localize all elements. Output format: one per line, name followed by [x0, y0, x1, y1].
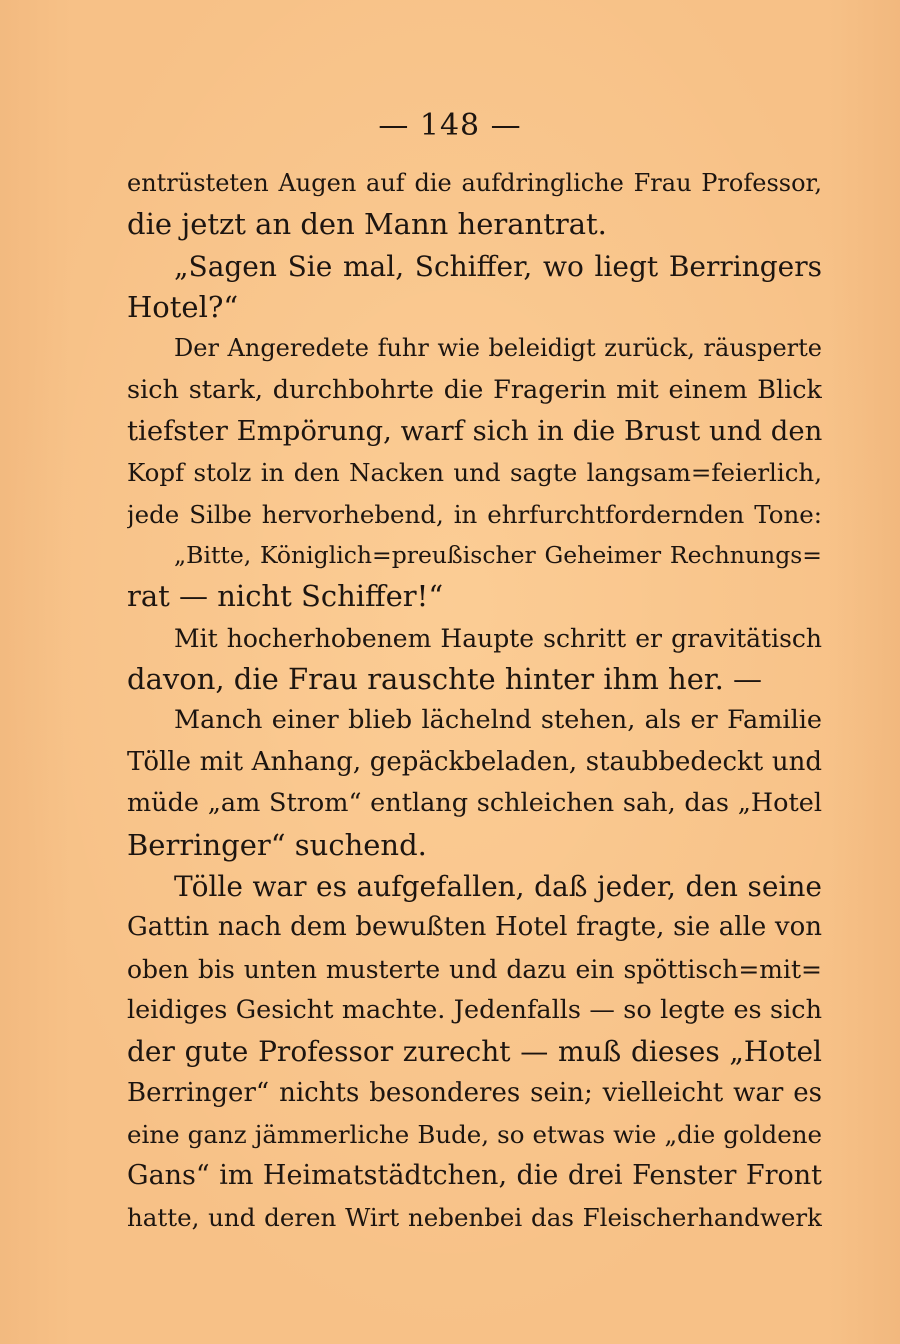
text-line: Kopf stolz in den Nacken und sagte langsam=feierlich,	[127, 458, 822, 488]
text-line: eine ganz jämmerliche Bude, so etwas wie „die goldene	[127, 1119, 822, 1149]
text-line: müde „am Strom“ entlang schleichen sah, das „Hotel	[127, 788, 822, 819]
text-line: Tölle war es aufgefallen, daß jeder, den seine	[174, 869, 822, 903]
text-line: davon, die Frau rauschte hinter ihm her. —	[127, 662, 763, 697]
text-line: die jetzt an den Mann herantrat.	[127, 207, 607, 242]
text-line: Der Angeredete fuhr wie beleidigt zurück, räusperte	[174, 334, 822, 363]
text-line: der gute Professor zurecht — muß dieses „Hotel	[127, 1035, 822, 1069]
text-line: Manch einer blieb lächelnd stehen, als er Familie	[174, 705, 822, 736]
body-text	[127, 163, 822, 1238]
text-line: tiefster Empörung, warf sich in die Brust und den	[127, 415, 822, 448]
text-line: leidiges Gesicht machte. Jedenfalls — so legte es sich	[127, 994, 822, 1025]
page-number: — 148 —	[378, 108, 522, 143]
text-line: jede Silbe hervorhebend, in ehrfurchtfordernden Tone:	[127, 499, 822, 529]
text-line: „Bitte, Königlich=preußischer Geheimer Rechnungs=	[174, 541, 822, 570]
text-line: Hotel?“	[127, 290, 239, 325]
text-line: rat — nicht Schiffer!“	[127, 579, 444, 614]
text-line: Tölle mit Anhang, gepäckbeladen, staubbedeckt und	[127, 746, 822, 777]
text-line: oben bis unten musterte und dazu ein spöttisch=mit=	[127, 954, 822, 984]
text-line: „Sagen Sie mal, Schiffer, wo liegt Berringers	[174, 249, 822, 283]
text-line: Gans“ im Heimatstädtchen, die drei Fenster Front	[127, 1160, 822, 1192]
text-line: Gattin nach dem bewußten Hotel fragte, sie alle von	[127, 912, 822, 943]
text-line: hatte, und deren Wirt nebenbei das Fleischerhandwerk	[127, 1202, 822, 1232]
text-line: Mit hocherhobenem Haupte schritt er gravitätisch	[174, 623, 822, 653]
text-line: entrüsteten Augen auf die aufdringliche Frau Professor,	[127, 169, 822, 197]
text-line: Berringer“ nichts besonderes sein; vielleicht war es	[127, 1077, 822, 1108]
text-line: Berringer“ suchend.	[127, 827, 427, 862]
text-line: sich stark, durchbohrte die Fragerin mit einem Blick	[127, 374, 822, 405]
